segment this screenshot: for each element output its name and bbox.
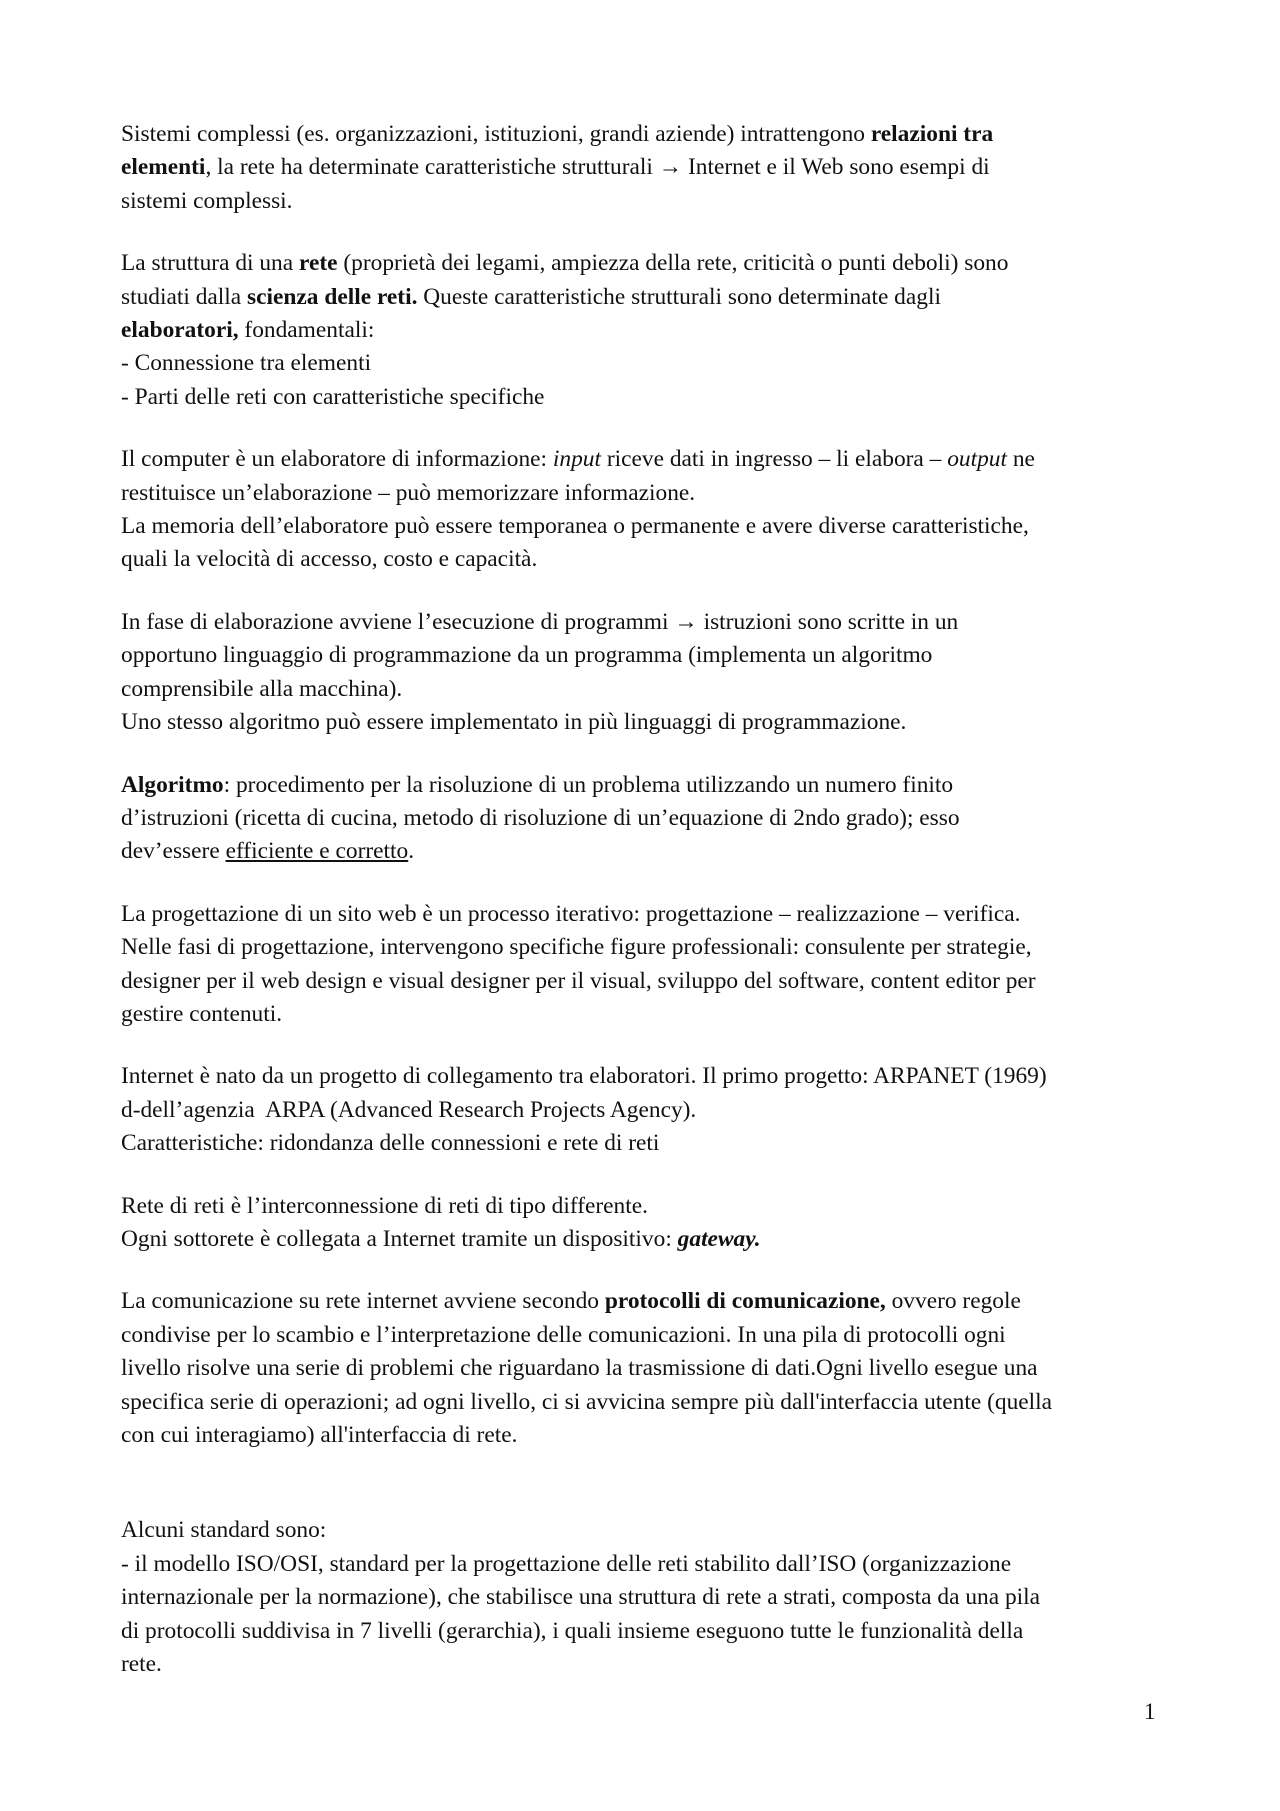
text-line: [121, 1094, 1161, 1127]
emphasized-text: scienza delle reti.: [247, 283, 418, 310]
text-line: [121, 1386, 1161, 1419]
paragraph: [121, 443, 1161, 577]
emphasized-text: Algoritmo: [121, 771, 224, 798]
text-line: [121, 1060, 1161, 1093]
text-run: d-dell’agenzia ARPA (Advanced Research Projects Agency).: [121, 1096, 697, 1123]
text-run: , la rete ha determinate caratteristiche strutturali → Internet e il Web sono esempi di: [205, 154, 990, 181]
text-run: con cui interagiamo) all'interfaccia di rete.: [121, 1422, 518, 1448]
text-run: sistemi complessi.: [121, 187, 293, 214]
text-run: dev’essere: [121, 838, 226, 865]
text-run: Caratteristiche: ridondanza delle connessioni e rete di reti: [121, 1130, 660, 1157]
text-run: quali la velocità di accesso, costo e capacità.: [121, 546, 538, 573]
text-line: [121, 347, 1161, 380]
text-line: [121, 1419, 1161, 1452]
text-line: [121, 639, 1161, 672]
text-run: Il computer è un elaboratore di informazione:: [121, 446, 553, 473]
text-run: La progettazione di un sito web è un processo iterativo: progettazione – realizzazione – verifica.: [121, 900, 1021, 927]
text-run: In fase di elaborazione avviene l’esecuzione di programmi → istruzioni sono scritte in un: [121, 608, 959, 635]
text-run: Nelle fasi di progettazione, intervengono specifiche figure professionali: consulente per strategie,: [121, 934, 1032, 961]
emphasized-text: output: [947, 446, 1007, 473]
text-line: [121, 1319, 1161, 1352]
text-run: gestire contenuti.: [121, 1000, 283, 1027]
text-line: [121, 965, 1161, 998]
text-run: ovvero regole: [885, 1288, 1021, 1315]
text-line: [121, 281, 1161, 314]
paragraph: [121, 118, 1161, 218]
document-body: [121, 118, 1161, 1710]
text-run: Sistemi complessi (es. organizzazioni, istituzioni, grandi aziende) intrattengono: [121, 121, 871, 147]
text-run: livello risolve una serie di problemi che riguardano la trasmissione di dati.Ogni livello esegue una: [121, 1355, 1038, 1382]
emphasized-text: elementi: [121, 154, 206, 181]
paragraph: [121, 769, 1161, 869]
emphasized-text: elaboratori,: [121, 317, 239, 344]
text-run: opportuno linguaggio di programmazione da un programma (implementa un algoritmo: [121, 642, 933, 669]
text-run: condivise per lo scambio e l’interpretazione delle comunicazioni. In una pila di protocolli ogni: [121, 1321, 1006, 1348]
text-run: rete.: [121, 1651, 162, 1678]
emphasized-text: protocolli di comunicazione,: [604, 1288, 886, 1315]
text-run: .: [408, 838, 415, 865]
text-run: Alcuni standard sono:: [121, 1517, 327, 1544]
text-run: Internet è nato da un progetto di collegamento tra elaboratori. Il primo progetto: ARPANET (1969): [121, 1063, 1047, 1090]
text-run: Ogni sottorete è collegata a Internet tramite un dispositivo:: [121, 1225, 678, 1252]
text-line: [121, 314, 1161, 347]
text-line: [121, 1190, 1161, 1223]
text-run: La memoria dell’elaboratore può essere temporanea o permanente e avere diverse caratteristiche,: [121, 513, 1029, 540]
text-line: [121, 543, 1161, 576]
text-run: : procedimento per la risoluzione di un problema utilizzando un numero finito: [223, 771, 954, 798]
text-run: (proprietà dei legami, ampiezza della rete, criticità o punti deboli) sono: [337, 250, 1009, 277]
text-run: designer per il web design e visual designer per il visual, sviluppo del software, content editor per: [121, 967, 1036, 994]
text-line: [121, 1127, 1161, 1160]
text-line: [121, 898, 1161, 931]
text-line: [121, 1223, 1161, 1256]
text-run: Queste caratteristiche strutturali sono determinate dagli: [417, 283, 941, 310]
text-run: internazionale per la normazione), che stabilisce una struttura di rete a strati, composta da una pila: [121, 1584, 1041, 1611]
text-run: restituisce un’elaborazione – può memorizzare informazione.: [121, 479, 696, 506]
text-line: [121, 1648, 1161, 1681]
text-run: ne: [1006, 446, 1035, 473]
text-line: [121, 1581, 1161, 1614]
emphasized-text: input: [552, 446, 601, 473]
text-line: [121, 1615, 1161, 1648]
text-line: [121, 1548, 1161, 1581]
text-line: [121, 247, 1161, 280]
paragraph: [121, 1190, 1161, 1257]
emphasized-text: efficiente e corretto: [225, 838, 409, 865]
text-line: [121, 477, 1161, 510]
paragraph: [121, 1514, 1161, 1681]
paragraph: [121, 247, 1161, 414]
text-run: - il modello ISO/OSI, standard per la progettazione delle reti stabilito dall’ISO (organizzazione: [121, 1550, 1012, 1577]
text-line: [121, 835, 1161, 868]
text-run: - Connessione tra elementi: [121, 350, 372, 377]
text-line: [121, 443, 1161, 476]
text-run: studiati dalla: [121, 283, 248, 310]
text-run: Rete di reti è l’interconnessione di reti di tipo differente.: [121, 1192, 648, 1219]
text-line: [121, 802, 1161, 835]
text-line: [121, 118, 1161, 151]
text-run: riceve dati in ingresso – li elabora –: [601, 446, 948, 473]
text-line: [121, 1285, 1161, 1318]
text-run: specifica serie di operazioni; ad ogni livello, ci si avvicina sempre più dall'interfaccia utente (quella: [121, 1388, 1053, 1415]
emphasized-text: relazioni tra: [870, 121, 994, 147]
text-line: [121, 1352, 1161, 1385]
text-line: [121, 510, 1161, 543]
text-run: - Parti delle reti con caratteristiche specifiche: [121, 383, 545, 410]
paragraph: [121, 898, 1161, 1032]
text-line: [121, 998, 1161, 1031]
emphasized-text: gateway.: [677, 1225, 761, 1252]
text-line: [121, 185, 1161, 218]
text-run: La struttura di una: [121, 250, 299, 277]
paragraph: [121, 1285, 1161, 1452]
paragraph: [121, 1060, 1161, 1160]
emphasized-text: rete: [298, 250, 338, 277]
text-run: comprensibile alla macchina).: [121, 675, 403, 702]
text-run: Uno stesso algoritmo può essere implementato in più linguaggi di programmazione.: [121, 709, 907, 736]
text-line: [121, 606, 1161, 639]
text-line: [121, 673, 1161, 706]
text-line: [121, 151, 1161, 184]
page-number: 1: [1144, 1699, 1156, 1724]
text-line: [121, 706, 1161, 739]
text-line: [121, 769, 1161, 802]
paragraph: [121, 606, 1161, 740]
text-line: [121, 931, 1161, 964]
text-run: fondamentali:: [238, 317, 375, 344]
text-run: d’istruzioni (ricetta di cucina, metodo di risoluzione di un’equazione di 2ndo grado); esso: [121, 804, 960, 831]
text-line: [121, 1514, 1161, 1547]
text-run: di protocolli suddivisa in 7 livelli (gerarchia), i quali insieme eseguono tutte le funzionalità della: [121, 1617, 1024, 1644]
text-line: [121, 381, 1161, 414]
text-run: La comunicazione su rete internet avviene secondo: [121, 1288, 605, 1315]
